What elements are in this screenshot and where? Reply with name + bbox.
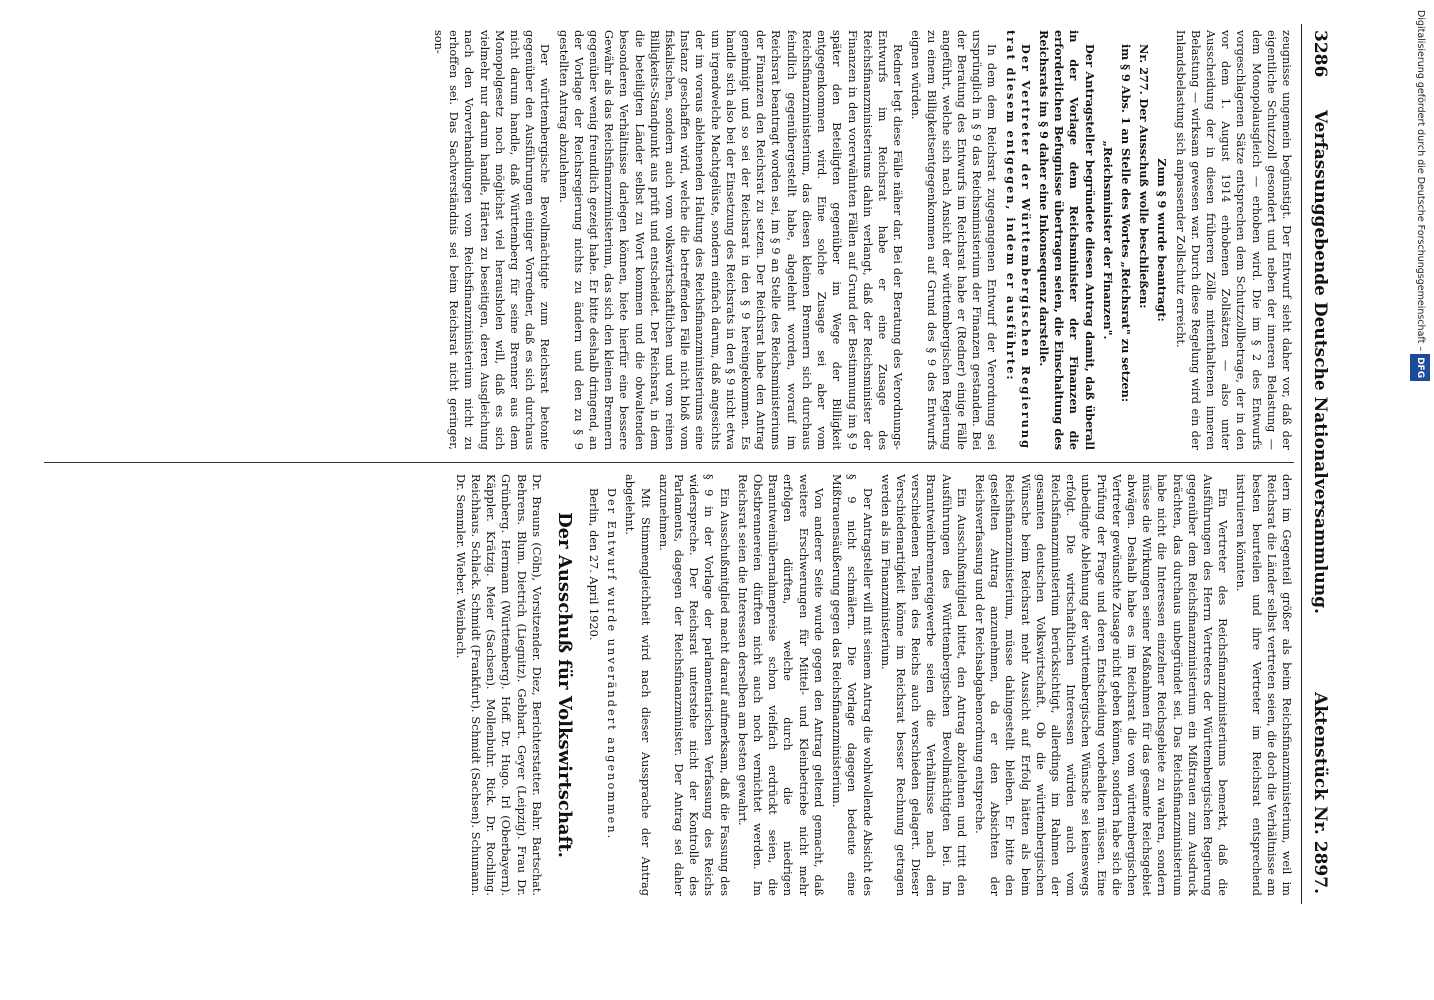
paragraph: „Reichsminister der Finanzen". — [1100, 140, 1115, 340]
paragraph: Ein Ausschußmitglied macht darauf aufmerksam, daß die Fassung des § 9 in der Vorlage der parlamentarischen Verfassung des Reichs widerspreche. Der Reichsrat unterstehe nicht der Kontrolle des Parlaments, dagegen der Reichsfinanzminister. Der Antrag sei daher anzunehmen. — [656, 474, 731, 896]
paragraph: Ein Ausschußmitglied bittet, den Antrag abzulehnen und tritt den Ausführungen des Württembergischen Bevollmächtigten bei. Im Branntweinbrennereigewerbe seien die Verhältnisse nach den verschiedenen Teilen des Reichs auch verschieden gelagert. Dieser Verschiedenartigkeit könne im Reichsrat besser Rechnung getragen werden als im Finanzministerium. — [878, 474, 968, 896]
paragraph: Der Vertreter der Württembergischen Regierung trat diesem entgegen, indem er ausführte: — [1003, 30, 1033, 450]
paragraph: Ein Vertreter des Reichsfinanzministeriums bemerkt, daß die Ausführungen des Herrn Vertreters der Württembergischen Regierung gegenüber dem Reichsfinanzministerium ein Mißtrauen zum Ausdruck brächten, das durchaus unbegründet sei. Das Reichsfinanzministerium habe nicht die Interessen einzelner Reichsgebiete zu wahren, sondern müsse die Wirkungen seiner Maßnahmen für das gesamte Reichsgebiet abwägen. Deshalb habe es im Reichsrat die vom württembergischen Vertreter gewünschte Zusage nicht geben können, sondern habe sich die Prüfung der Frage und deren Entscheidung vorbehalten müssen. Eine unbedingte Ablehnung der württembergischen Wünsche sei keineswegs erfolgt. Die wirtschaftlichen Interessen würden auch vom Reichsfinanzministerium berücksichtigt, allerdings im Rahmen der gesamten deutschen Volkswirtschaft. Ob die württembergischen Wünsche beim Reichsrat mehr Aussicht auf Erfolg hätten als beim Reichsfinanzministerium, müsse dahingestellt bleiben. Er bitte den gestellten Antrag anzunehmen, da er den Absichten der Reichsverfassung und der Reichsabgabenordnung entspreche. — [972, 474, 1230, 896]
left-column — [44, 30, 1294, 450]
column-divider — [44, 462, 1294, 463]
paragraph: Mit Stimmengleichheit wird nach dieser Aussprache der Antrag abgelehnt. — [623, 474, 652, 896]
right-column — [44, 474, 1294, 896]
dfg-logo: DFG — [1410, 354, 1430, 381]
motion-number: Nr. 277. Der Ausschuß wolle beschließen: — [1137, 44, 1152, 309]
paragraph: Der Antragsteller begründete diesen Antrag damit, daß überall in der Vorlage dem Reichsminister der Finanzen die erforderlichen Befugnisse übertragen seien, die Einschaltung des Reichsrats im § 9 daher eine Inkonsequenz darstelle. — [1036, 30, 1097, 450]
document-number: Aktenstück Nr. 2897. — [1310, 692, 1330, 894]
date-line: Berlin, den 27. April 1920. — [587, 488, 601, 641]
paragraph: zeugnisse ungemein begünstigt. Der Entwurf sieht daher vor, daß der eigentliche Schutzzoll gesondert und neben der inneren Belastung — dem Monopolausgleich — erhoben wird. Die im § 2 des Entwurfs vorgeschlagenen Sätze entsprechen dem Schutzzollbetrage, der in den vor dem 1. August 1914 erhobenen Zollsätzen — also unter Ausscheidung der in diesen früheren Zölle mitenthaltenen inneren Belastung — wirksam gewesen war. Durch diese Regelung wird ein der Inlandsbelastung sich anpassender Zollschutz erreicht. — [1173, 30, 1293, 450]
paragraph: In dem dem Reichsrat zugegangenen Entwurf der Verordnung sei ursprünglich in § 9 das Reichsministerium der Finanzen gestanden. Bei der Beratung des Entwurfs im Reichsrat habe er (Redner) einige Fälle angeführt, welche sich nach Ansicht der württembergischen Regierung zu einem Billigkeitsentgegenkommen auf Grund des § 9 des Entwurfs eignen würden. — [909, 30, 999, 450]
digitization-credit: Digitalisierung gefördert durch die Deutsche Forschungsgemeinschaft – — [1415, 10, 1426, 352]
paragraph: Der württembergische Bevollmächtigte zum Reichsrat betonte gegenüber den Ausführungen einiger Vorredner, daß es sich durchaus nicht darum handle, daß Württemberg für seine Brenner aus dem Monopolgesetz noch möglichst viel herausholen will, daß es sich vielmehr nur darum handle, Härten zu beseitigen, deren Ausgleichung nach den Vorverhandlungen vom Reichsfinanzministerium nicht zu erhoffen sei. Das Sachverständnis sei beim Reichsrat nicht geringer, son- — [432, 30, 552, 450]
page-header — [1301, 24, 1338, 904]
scanned-page — [38, 24, 1338, 984]
signatories: Dr. Brauns (Cöln), Vorsitzender. Diez, Berichterstatter. Bahr. Bartschat. Behrens. Blum. Dietrich (Liegnitz). Gebhart. Geyer (Leipzig). Frau Dr. Grünberg. Hermann (Württemberg). Hoff. Dr. Hugo. Irl (Oberbayern). Käppler. Krätzig. Meier (Sachsen). Mollenbuhr. Rick. Dr. Rochling. Reichhaus. Schlack. Schmidt (Frankfurt). Schmidt (Sachsen). Schumann. Dr. Semmler. Wieber. Weinbach. — [453, 474, 543, 896]
paragraph: Der Antragsteller will mit seinem Antrag die wohlwollende Absicht des § 9 nicht schmälern. Die Vorlage dagegen bedeute eine Mißtrauensäußerung gegen das Reichsfinanzministerium. — [830, 474, 874, 896]
digitization-note — [1406, 10, 1432, 990]
paragraph: dern im Gegenteil größer als beim Reichsfinanzministerium, weil im Reichsrat die Länder selbst vertreten seien, die doch die Verhältnisse am besten beurteilen und ihre Vertreter im Reichsrat entsprechend instruieren könnten. — [1234, 474, 1293, 896]
committee-heading: Der Ausschuß für Volkswirtschaft. — [553, 512, 575, 858]
paragraph: Von anderer Seite wurde gegen den Antrag geltend gemacht, daß weitere Erschwerungen für Mittel- und Kleinbetriebe nicht mehr erfolgen dürften, welche durch die niedrigen Branntweinübernahmepreise schon vielfach erdrückt seien, die Obstbrennereien dürften nicht auch noch vernichtet werden. Im Reichsrat seien die Interessen derselben am besten gewahrt. — [735, 474, 825, 896]
paragraph: Redner legt diese Fälle näher dar. Bei der Beratung des Verordnungs-Entwurfs im Reichsrat habe er eine Zusage des Reichsfinanzministeriums dahin verlangt, daß der Reichsminister der Finanzen in den vorerwähnten Fällen auf Grund der Bestimmung im § 9 später den Beteiligten gegenüber im Wege der Billigkeit entgegenkommen wird. Eine solche Zusage sei aber vom Reichsfinanzministerium, das diesen kleinen Brennern sich durchaus feindlich gegenübergestellt habe, abgelehnt worden, worauf im Reichsrat beantragt worden sei, im § 9 an Stelle des Reichsministeriums der Finanzen den Reichsrat zu setzen. Der Reichsrat habe den Antrag genehmigt und so sei der Reichsrat in den § 9 hereingekommen. Es handle sich also bei der Einsetzung des Reichsrats in den § 9 nicht etwa um irgendwelche Machtgelüste, sondern einfach darum, daß angesichts der im voraus ablehnenden Haltung des Reichsfinanzministeriums eine Instanz geschaffen wird, welche die betreffenden Fälle nicht bloß vom fiskalischen, sondern auch vom volkswirtschaftlichen und vom reinen Billigkeits-Standpunkt aus prüft und entscheidet. Der Reichsrat, in dem die beteiligten Länder selbst zu Wort kommen und die obwaltenden besonderen Verhältnisse darlegen können, biete hierfür eine bessere Gewähr als das Reichsfinanzministerium, das sich den kleinen Brennern gegenüber wenig freundlich gezeigt habe. Er bitte deshalb dringend, an der Vorlage der Reichsregierung nichts zu ändern und den zu § 9 gestellten Antrag abzulehnen. — [556, 30, 905, 450]
page-content-rotated — [38, 24, 1338, 904]
paragraph: Der Entwurf wurde unverändert angenommen. — [605, 488, 619, 841]
page-number: 3286 — [1310, 30, 1330, 78]
paragraph: Zum § 9 wurde beantragt: — [1155, 158, 1170, 322]
header-title: Verfassunggebende Deutsche Nationalversammlung. — [1310, 110, 1330, 614]
paragraph: im § 9 Abs. 1 an Stelle des Wortes „Reichsrat" zu setzen: — [1118, 44, 1133, 402]
